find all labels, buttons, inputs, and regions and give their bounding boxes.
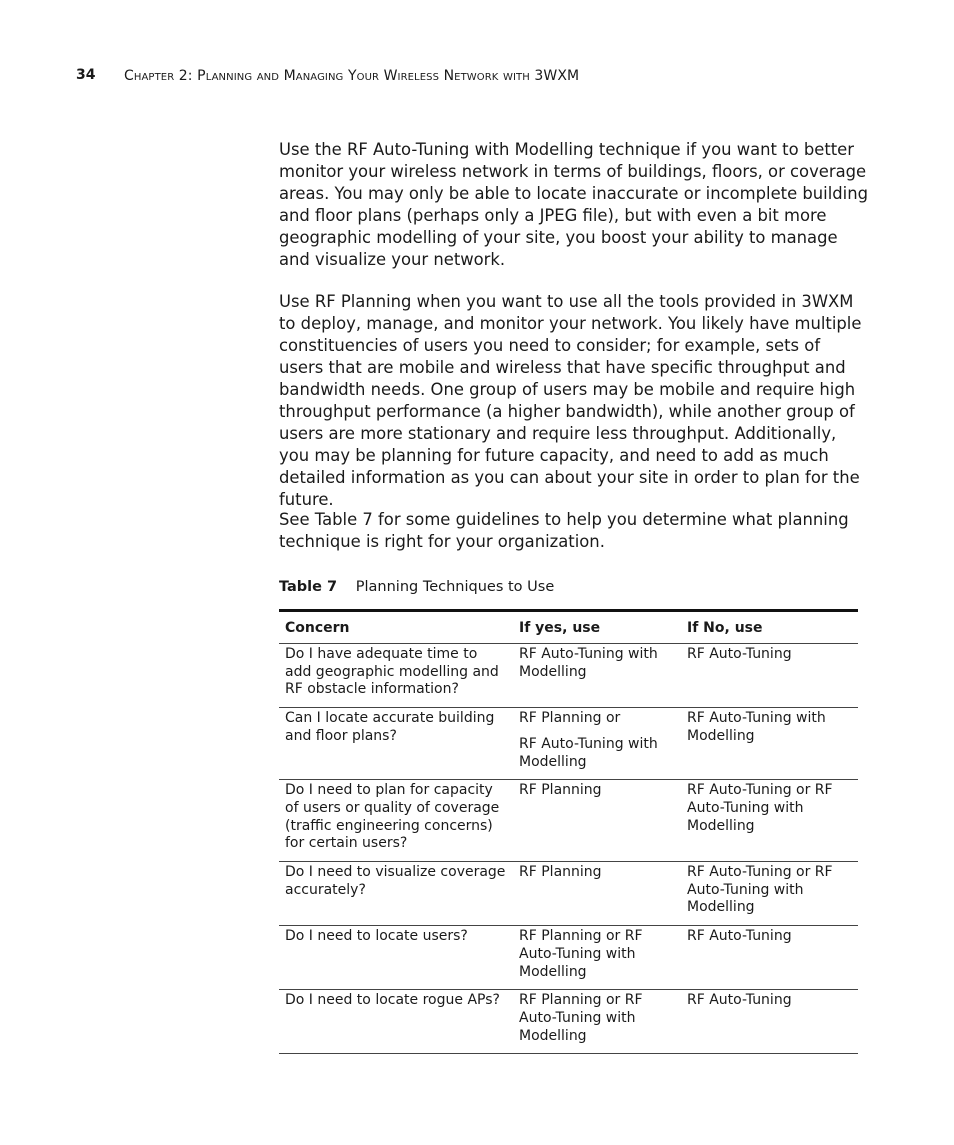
chapter-title: Chapter 2: Planning and Managing Your Wireless Network with 3WXM — [124, 68, 580, 84]
table-caption — [279, 579, 554, 595]
cell-if-yes — [513, 708, 681, 780]
cell-if-yes — [513, 780, 681, 862]
cell-concern: Do I need to visualize coverage accurately? — [279, 862, 513, 926]
paragraph-rf-planning: Use RF Planning when you want to use all the tools provided in 3WXM to deploy, manage, and monitor your network. You likely have multiple constituencies of users you need to consider; for example, sets of users that are mobile and wireless that have specific throughput and bandwidth needs. One group of users may be mobile and require high throughput performance (a higher bandwidth), while another group of users are more stationary and require less throughput. Additionally, you may be planning for future capacity, and need to add as much detailed information as you can about your site in order to plan for the future. — [279, 292, 862, 509]
cell-if-yes-line: RF Planning or RF Auto-Tuning with Modelling — [519, 992, 643, 1044]
table-row — [279, 990, 858, 1054]
page-number: 34 — [76, 67, 96, 83]
cell-if-yes-line: RF Planning or — [519, 710, 621, 727]
cell-if-no: RF Auto-Tuning — [681, 644, 858, 708]
cell-if-no: RF Auto-Tuning — [681, 926, 858, 990]
table-caption-number: Table 7 — [279, 579, 338, 595]
header-if-no: If No, use — [681, 611, 858, 644]
header-if-yes: If yes, use — [513, 611, 681, 644]
table-row — [279, 862, 858, 926]
cell-concern: Do I have adequate time to add geographic modelling and RF obstacle information? — [279, 644, 513, 708]
cell-concern: Do I need to locate users? — [279, 926, 513, 990]
table-caption-title: Planning Techniques to Use — [355, 579, 555, 595]
cell-if-no: RF Auto-Tuning or RF Auto-Tuning with Modelling — [681, 862, 858, 926]
cell-if-no: RF Auto-Tuning with Modelling — [681, 708, 858, 780]
table-row — [279, 644, 858, 708]
cell-if-yes — [513, 644, 681, 708]
paragraph-see-table: See Table 7 for some guidelines to help you determine what planning technique is right for your organization. — [279, 510, 849, 551]
cell-if-no: RF Auto-Tuning — [681, 990, 858, 1054]
planning-techniques-table — [279, 609, 858, 1054]
cell-concern: Can I locate accurate building and floor plans? — [279, 708, 513, 780]
cell-if-yes-line: RF Auto-Tuning with Modelling — [519, 735, 658, 770]
cell-if-yes — [513, 862, 681, 926]
table-row — [279, 780, 858, 862]
cell-if-yes-line: RF Auto-Tuning with Modelling — [519, 646, 658, 680]
cell-if-yes-line: RF Planning — [519, 864, 602, 881]
cell-if-yes — [513, 990, 681, 1054]
cell-concern: Do I need to plan for capacity of users or quality of coverage (traffic engineering concerns) for certain users? — [279, 780, 513, 862]
cell-concern: Do I need to locate rogue APs? — [279, 990, 513, 1054]
table-header-row — [279, 611, 858, 644]
header-concern: Concern — [279, 611, 513, 644]
cell-if-yes-line: RF Planning — [519, 782, 602, 799]
cell-if-no: RF Auto-Tuning or RF Auto-Tuning with Modelling — [681, 780, 858, 862]
cell-if-yes — [513, 926, 681, 990]
paragraph-auto-tuning-modelling: Use the RF Auto-Tuning with Modelling technique if you want to better monitor your wireless network in terms of buildings, floors, or coverage areas. You may only be able to locate inaccurate or incomplete building and floor plans (perhaps only a JPEG file), but with even a bit more geographic modelling of your site, you boost your ability to manage and visualize your network. — [279, 140, 869, 269]
table-row — [279, 708, 858, 780]
cell-if-yes-line: RF Planning or RF Auto-Tuning with Modelling — [519, 928, 643, 980]
table-row — [279, 926, 858, 990]
